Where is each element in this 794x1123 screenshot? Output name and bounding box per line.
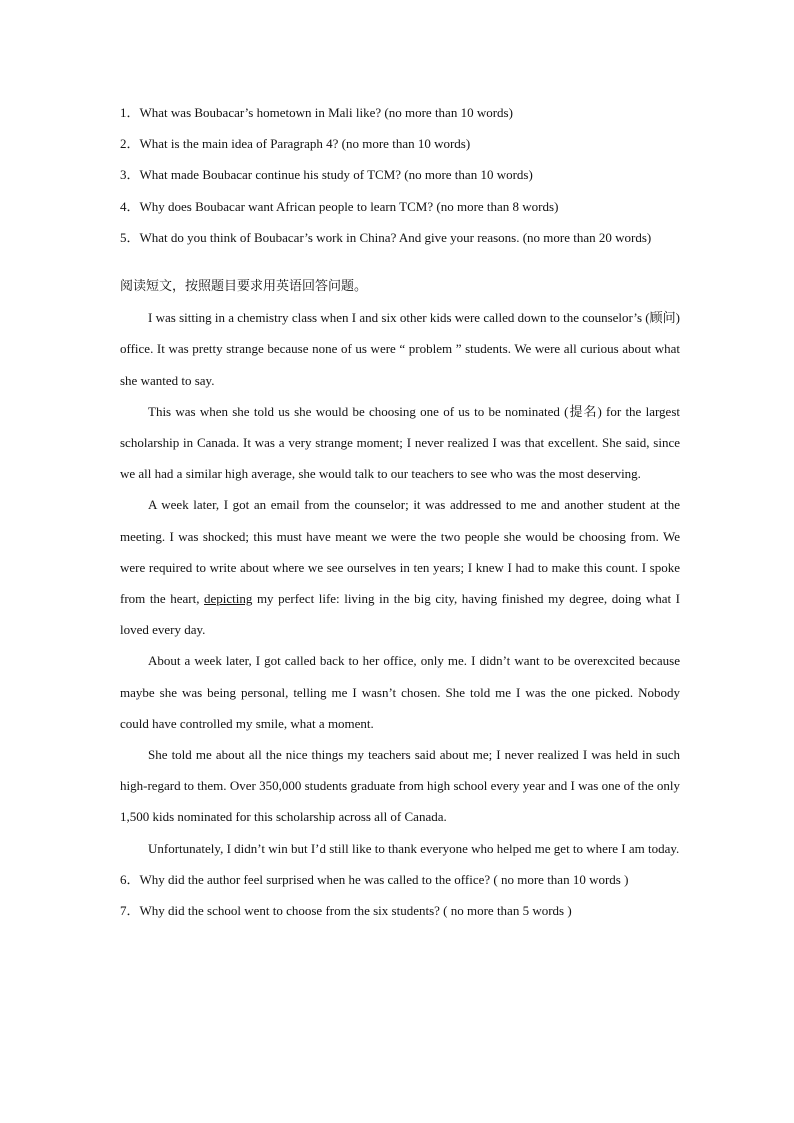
question-5 bbox=[120, 222, 680, 253]
underlined-word: depicting bbox=[204, 591, 253, 607]
section-instruction: 阅读短文，按照题目要求用英语回答问题。 bbox=[120, 279, 368, 295]
question-text: What do you think of Boubacar’s work in China? And give your reasons. (no more than 20 words) bbox=[139, 229, 652, 245]
question-text: What was Boubacar’s hometown in Mali like? (no more than 10 words) bbox=[139, 105, 513, 120]
question-number: 1． bbox=[120, 105, 140, 120]
question-text: What made Boubacar continue his study of TCM? (no more than 10 words) bbox=[139, 167, 533, 183]
question-7 bbox=[120, 895, 680, 926]
paragraph-text: my perfect life: living in the big city, having finished my degree, doing what I loved every day. bbox=[120, 591, 680, 638]
document-content bbox=[120, 97, 680, 926]
question-number: 2． bbox=[120, 136, 140, 152]
question-3 bbox=[120, 159, 680, 190]
question-text: Why does Boubacar want African people to learn TCM? (no more than 8 words) bbox=[139, 198, 559, 214]
passage-paragraph-3 bbox=[120, 489, 680, 645]
passage-paragraph-5: She told me about all the nice things my teachers said about me; I never realized I was held in such high-regard to them. Over 350,000 students graduate from high school every year and I was one of the only 1,500 kids nominated for this scholarship across all of Canada. bbox=[120, 747, 680, 825]
paragraph-text: A week later, I got an email from the counselor; it was addressed to me and another student at the meeting. I was shocked; this must have meant we were the two people she would be choosing from. We were required to write about where we see ourselves in ten years; I knew I had to make this count. I spoke from the heart, bbox=[120, 497, 680, 607]
question-2 bbox=[120, 128, 680, 159]
passage-paragraph-2: This was when she told us she would be choosing one of us to be nominated (提名) for the largest scholarship in Canada. It was a very strange moment; I never realized I was that excellent. She said, since we all had a similar high average, she would talk to our teachers to see who was the most deserving. bbox=[120, 403, 680, 482]
passage-paragraph-4: About a week later, I got called back to her office, only me. I didn’t want to be overexcited because maybe she was being personal, telling me I wasn’t chosen. She told me I was the one picked. Nobody could have controlled my smile, what a moment. bbox=[120, 653, 680, 731]
question-number: 6． bbox=[120, 871, 140, 887]
passage-paragraph-6: Unfortunately, I didn’t win but I’d still like to thank everyone who helped me get to where I am today. bbox=[148, 840, 680, 856]
question-number: 4． bbox=[120, 198, 140, 214]
question-number: 5． bbox=[120, 229, 140, 245]
question-text: Why did the author feel surprised when he was called to the office? ( no more than 10 words ) bbox=[139, 871, 629, 887]
question-6 bbox=[120, 864, 680, 895]
question-text: What is the main idea of Paragraph 4? (no more than 10 words) bbox=[139, 136, 471, 152]
question-text: Why did the school went to choose from the six students? ( no more than 5 words ) bbox=[139, 903, 572, 919]
question-number: 7． bbox=[120, 903, 140, 919]
passage-paragraph-1: I was sitting in a chemistry class when I and six other kids were called down to the counselor’s (顾问) office. It was pretty strange because none of us were “ problem ” students. We were all curious about what she wanted to say. bbox=[120, 310, 680, 388]
question-number: 3． bbox=[120, 167, 140, 183]
question-4 bbox=[120, 191, 680, 222]
question-1 bbox=[120, 97, 680, 128]
